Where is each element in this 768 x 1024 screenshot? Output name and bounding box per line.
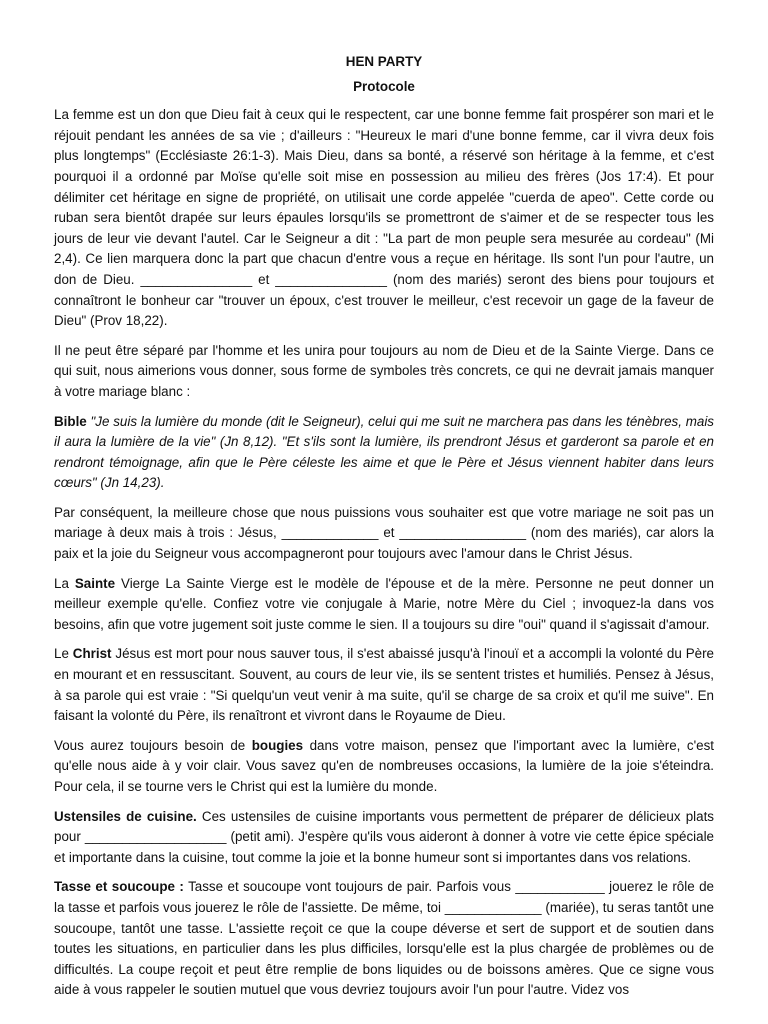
tasse-label: Tasse et soucoupe : [54, 879, 184, 895]
bible-label: Bible [54, 413, 87, 429]
three-way-marriage-paragraph: Par conséquent, la meilleure chose que nous puissions vous souhaiter est que votre mariage ne soit pas un mariage à deux mais à trois : Jésus, _____________ et _________________ (nom des mariés), car alors la paix et la joie du Seigneur vous accompagneront pour toujours avec l'amour dans le Christ Jésus. [54, 504, 714, 562]
bougies-paragraph [54, 736, 714, 798]
bible-paragraph [54, 412, 714, 494]
bible-quote: "Je suis la lumière du monde (dit le Seigneur), celui qui me suit ne marchera pas dans les ténèbres, mais il aura la lumière de la vie" (Jn 8,12). "Et s'ils sont la lumière, ils prendront Jésus et garderont sa parole et en rendront témoignage, afin que le Père céleste les aime et que le Père et Jésus viennent habiter dans leurs cœurs" (Jn 14,23). [54, 413, 714, 491]
document-subtitle: Protocole [353, 78, 415, 94]
bougies-bold: bougies [251, 737, 304, 753]
vierge-label-plain: La [54, 575, 69, 591]
document-page [54, 52, 714, 1010]
christ-label-plain: Le [54, 646, 69, 662]
ustensiles-label: Ustensiles de cuisine. [54, 808, 197, 824]
vierge-paragraph [54, 574, 714, 636]
bougies-after: dans votre maison, pensez que l'important avec la lumière, c'est qu'elle nous aide à y voir clair. Vous savez qu'en de nombreuses occasions, la lumière de la joie s'éteindra. Pour cela, il se tourne vers le Christ qui est la lumière du monde. [54, 737, 714, 794]
christ-label-bold: Christ [72, 646, 112, 662]
ustensiles-text: Ces ustensiles de cuisine importants vous permettent de préparer de délicieux plats pour ___________________ (petit ami). J'espère qu'ils vous aideront à donner à votre vie cette épice spéciale et importante dans la cuisine, tout comme la joie et la bonne humeur sont si importantes dans vos relations. [54, 808, 714, 865]
tasse-paragraph [54, 877, 714, 1001]
ustensiles-paragraph [54, 807, 714, 869]
vierge-label-bold: Sainte [74, 575, 116, 591]
document-title: HEN PARTY [345, 54, 423, 69]
tasse-text: Tasse et soucoupe vont toujours de pair. Parfois vous ____________ jouerez le rôle de la tasse et parfois vous jouerez le rôle de l'assiette. De même, toi _____________ (mariée), tu seras tantôt une soucoupe, tantôt une tasse. L'assiette reçoit ce que la coupe déverse et sert de support et de soutien dans toutes les situations, en particulier dans les plus difficiles, lorsqu'elle est la plus chargée de problèmes ou de difficultés. La coupe reçoit et peut être remplie de bons liquides ou de boissons amères. Que ce signe vous aide à vous rappeler le soutien mutuel que vous devriez toujours avoir l'un pour l'autre. Videz vos [54, 879, 714, 998]
intro-paragraph: La femme est un don que Dieu fait à ceux qui le respectent, car une bonne femme fait prospérer son mari et le réjouit pendant les années de sa vie ; d'ailleurs : "Heureux le mari d'une bonne femme, car il vivra deux fois plus longtemps" (Ecclésiaste 26:1-3). Mais Dieu, dans sa bonté, a réservé son héritage à la femme, et c'est pourquoi il a ordonné par Moïse qu'elle soit mise en possession au milieu des frères (Jos 17:4). Et pour délimiter cet héritage en signe de propriété, on utilisait une corde appelée "cuerda de apeo". Cette corde ou ruban sera bientôt drapée sur leurs épaules lorsqu'ils se promettront de s'aimer et de se respecter tous les jours de leur vie devant l'autel. Car le Seigneur a dit : "La part de mon peuple sera mesurée au cordeau" (Mi 2,4). Ce lien marquera donc la part que chacun d'entre vous a reçue en héritage. Ils sont l'un pour l'autre, un don de Dieu. _______________ et _______________ (nom des mariés) seront des biens pour toujours et connaîtront le bonheur car "trouver un époux, c'est trouver le meilleur, c'est recevoir un gage de la faveur de Dieu" (Prov 18,22). [54, 107, 714, 329]
vierge-text: Vierge La Sainte Vierge est le modèle de l'épouse et de la mère. Personne ne peut donner un meilleur exemple qu'elle. Confiez votre vie conjugale à Marie, notre Mère du Ciel ; invoquez-la dans vos besoins, afin que votre jugement soit juste comme le sien. Il a toujours su dire "oui" quand il s'agissait d'amour. [54, 575, 714, 632]
christ-paragraph [54, 644, 714, 726]
christ-text: Jésus est mort pour nous sauver tous, il s'est abaissé jusqu'à l'inouï et a accompli la volonté du Père en mourant et en ressuscitant. Souvent, au cours de leur vie, ils se sentent tristes et humiliés. Pensez à Jésus, à sa parole qui est vraie : "Si quelqu'un veut venir à ma suite, qu'il se charge de sa croix et qu'il me suive". En faisant la volonté du Père, ils renaîtront et vivront dans le Royaume de Dieu. [54, 646, 714, 724]
separation-paragraph: Il ne peut être séparé par l'homme et les unira pour toujours au nom de Dieu et de la Sainte Vierge. Dans ce qui suit, nous aimerions vous donner, sous forme de symboles très concrets, ce qui ne devrait jamais manquer à votre mariage blanc : [54, 342, 714, 399]
bougies-before: Vous aurez toujours besoin de [54, 737, 246, 753]
